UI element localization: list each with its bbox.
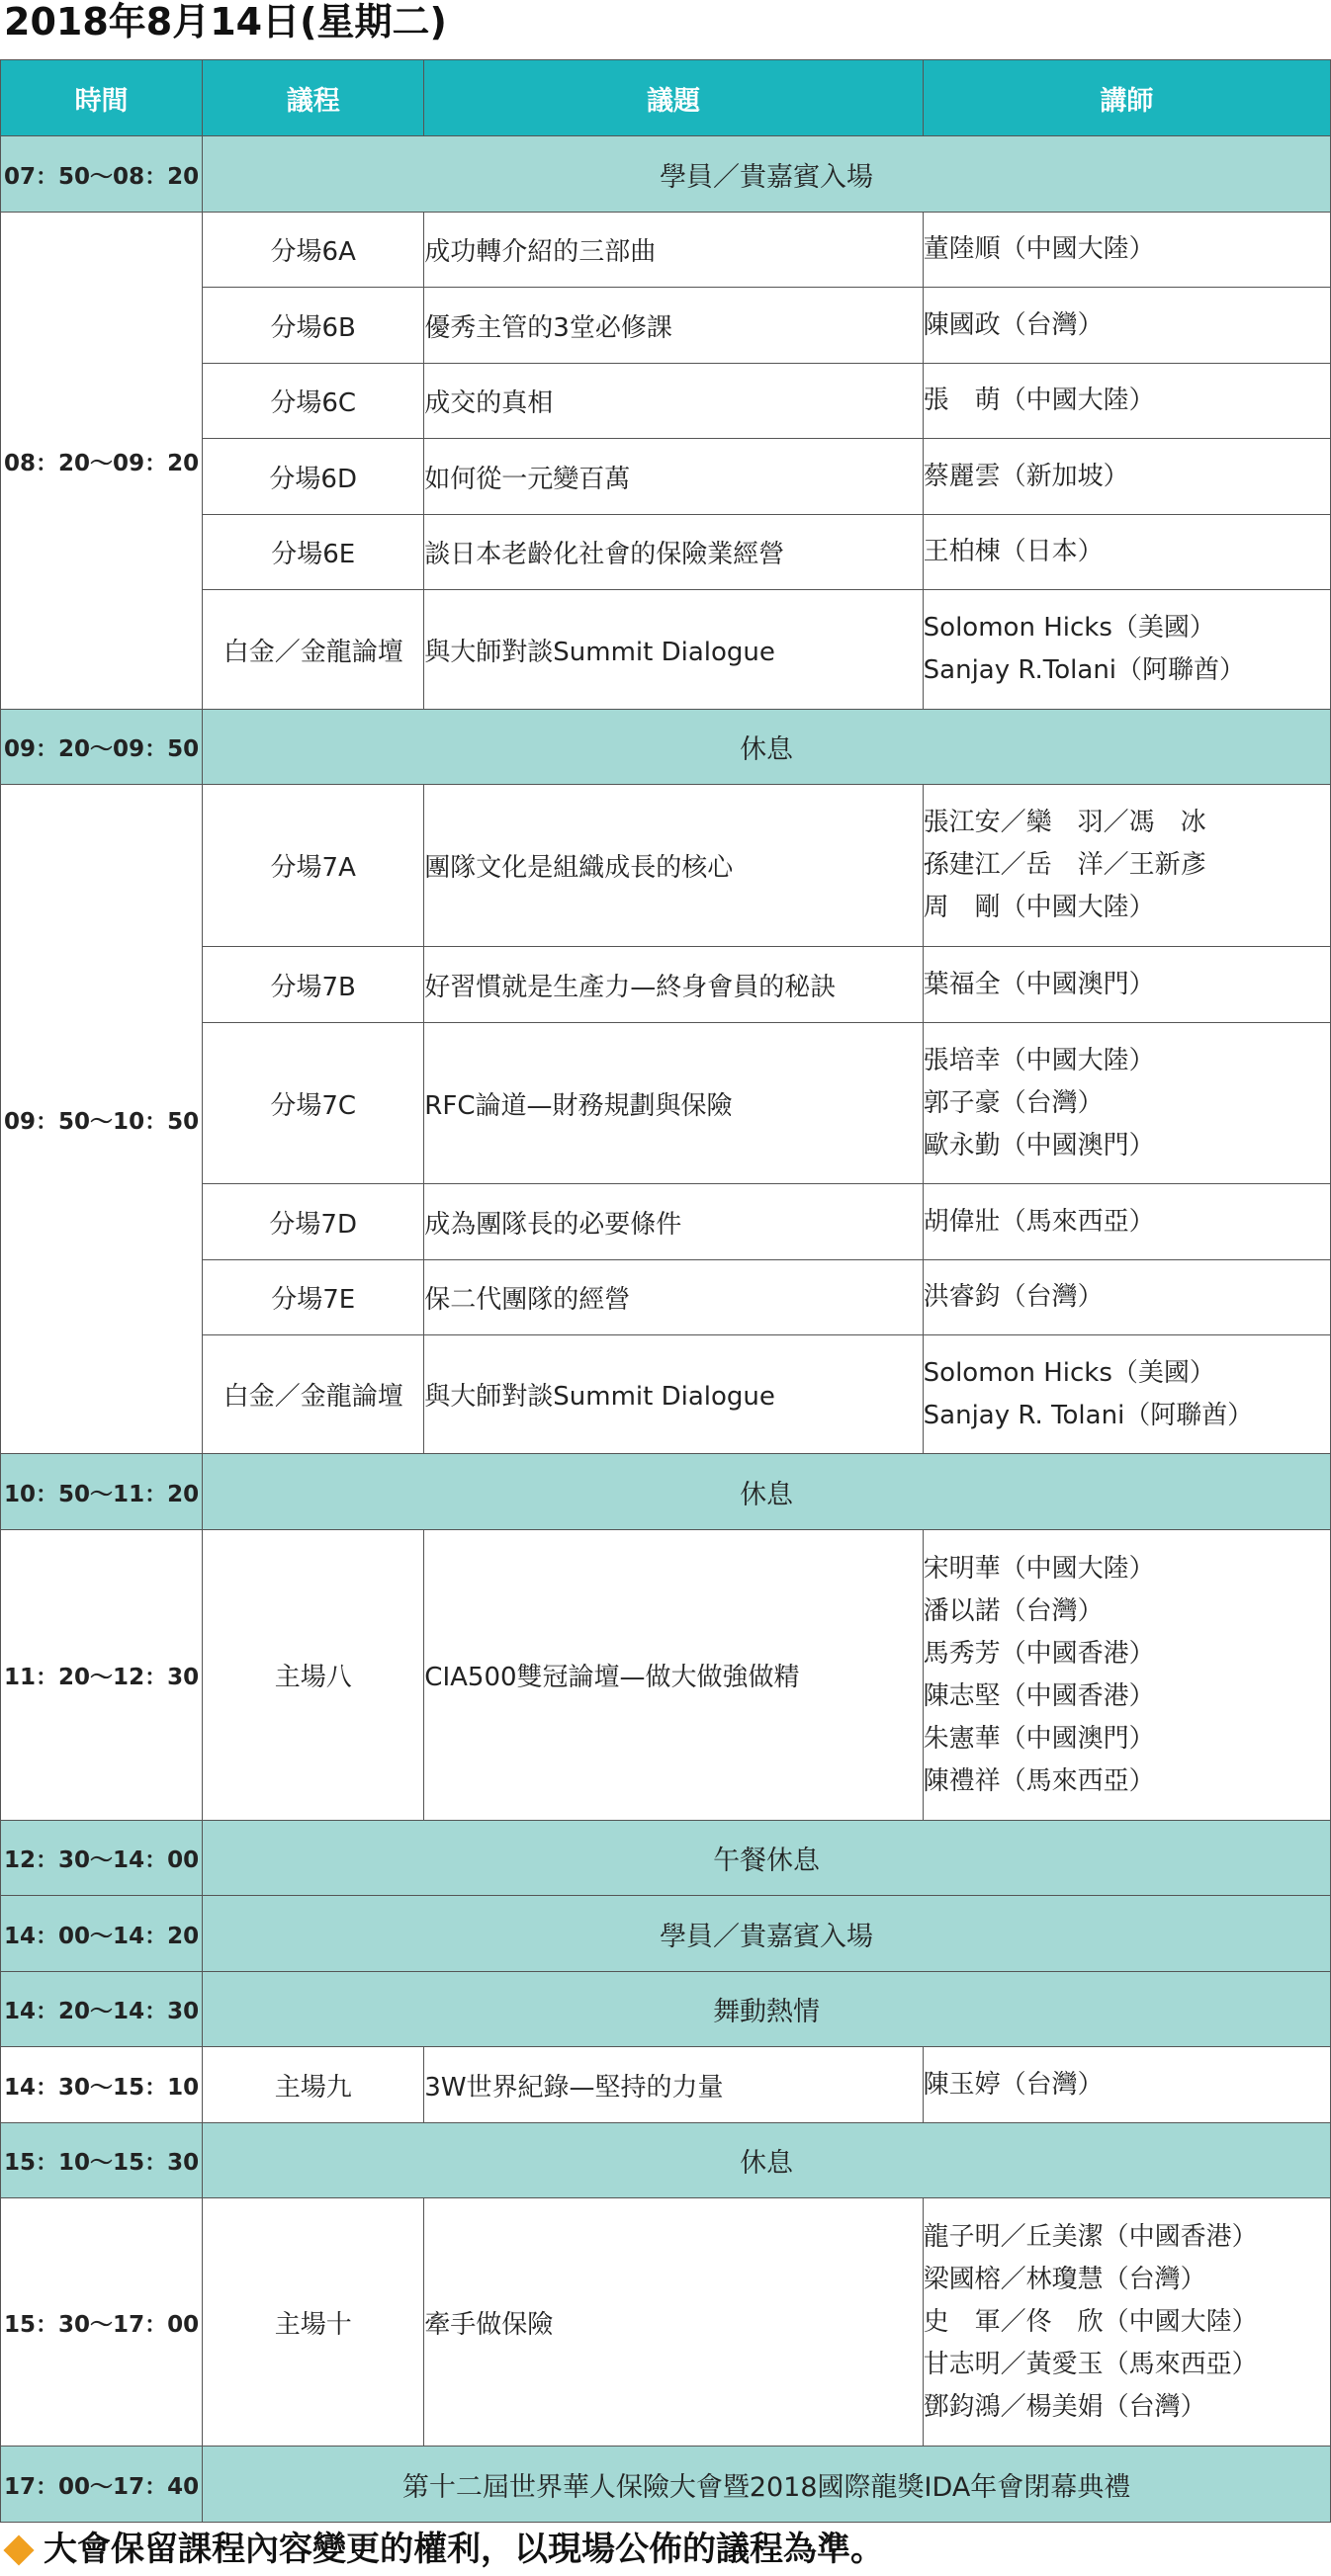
speaker-name: 馬秀芳（中國香港） [923,1638,1155,1669]
session-cell: 分場6E [203,515,424,590]
topic-cell: 保二代團隊的經營 [424,1260,923,1335]
speaker-name: 歐永勤（中國澳門） [923,1130,1155,1160]
time-cell: 14：20～14：30 [1,1972,203,2047]
speaker-name: 甘志明／黃愛玉（馬來西亞） [923,2349,1258,2379]
event-cell: 午餐休息 [203,1821,1331,1896]
speaker-cell [923,1260,1330,1335]
speaker-name: 周 剛（中國大陸） [923,893,1155,922]
event-cell: 休息 [203,2123,1331,2198]
event-cell: 學員／貴嘉賓入場 [203,1896,1331,1972]
agenda-table [0,59,1331,2523]
speaker-name: 陳志堅（中國香港） [923,1680,1155,1711]
speaker-cell [923,364,1330,439]
session-cell: 白金／金龍論壇 [203,590,424,710]
session-cell: 分場6D [203,439,424,515]
topic-cell: 與大師對談Summit Dialogue [424,1335,923,1454]
speaker-name: 孫建江／岳 洋／王新彥 [923,850,1206,880]
session-cell: 分場6C [203,364,424,439]
speaker-cell [923,590,1330,710]
time-cell: 09：50～10：50 [1,785,203,1454]
event-cell: 學員／貴嘉賓入場 [203,136,1331,213]
session-cell: 主場九 [203,2047,424,2123]
header-speaker: 講師 [923,60,1330,136]
speaker-name: 張培幸（中國大陸） [923,1045,1155,1075]
time-cell: 12：30～14：00 [1,1821,203,1896]
speaker-name: 潘以諾（台灣） [923,1595,1104,1626]
speaker-name: 宋明華（中國大陸） [923,1553,1155,1584]
diamond-bullet-icon [3,2534,34,2565]
header-time: 時間 [1,60,203,136]
session-cell: 分場7D [203,1184,424,1260]
topic-cell: 3W世界紀錄—堅持的力量 [424,2047,923,2123]
topic-cell: 如何從一元變百萬 [424,439,923,515]
table-row [1,1454,1331,1530]
page-title: 2018年8月14日(星期二) [4,0,447,43]
time-cell: 08：20～09：20 [1,213,203,710]
table-row [1,1821,1331,1896]
speaker-name: 蔡麗雲（新加坡） [923,461,1129,491]
speaker-cell [923,1184,1330,1260]
time-cell: 10：50～11：20 [1,1454,203,1530]
speaker-name: 史 軍／佟 欣（中國大陸） [923,2306,1258,2337]
speaker-name: 陳國政（台灣） [923,309,1104,340]
session-cell: 分場6B [203,288,424,364]
topic-cell: RFC論道—財務規劃與保險 [424,1023,923,1184]
topic-cell: 成交的真相 [424,364,923,439]
speaker-name: Sanjay R. Tolani（阿聯酋） [923,1400,1254,1430]
table-row [1,785,1331,947]
session-cell: 分場7B [203,947,424,1023]
time-cell: 09：20～09：50 [1,710,203,785]
session-cell: 主場八 [203,1530,424,1821]
speaker-cell [923,1023,1330,1184]
session-cell: 分場7C [203,1023,424,1184]
time-cell: 07：50～08：20 [1,136,203,213]
event-cell: 休息 [203,710,1331,785]
footer-note [0,2527,884,2572]
table-row [1,136,1331,213]
header-topic: 議題 [424,60,923,136]
speaker-name: 梁國榕／林瓊慧（台灣） [923,2264,1206,2294]
table-row [1,2123,1331,2198]
speaker-name: 張江安／欒 羽／馮 冰 [923,808,1206,837]
time-cell: 14：00～14：20 [1,1896,203,1972]
speaker-name: 陳禮祥（馬來西亞） [923,1765,1155,1796]
table-row [1,213,1331,288]
event-cell: 舞動熱情 [203,1972,1331,2047]
topic-cell: 優秀主管的3堂必修課 [424,288,923,364]
time-cell: 15：10～15：30 [1,2123,203,2198]
topic-cell: 談日本老齡化社會的保險業經營 [424,515,923,590]
speaker-name: Solomon Hicks（美國） [923,1357,1215,1388]
speaker-name: 郭子豪（台灣） [923,1087,1104,1118]
session-cell: 白金／金龍論壇 [203,1335,424,1454]
table-row [1,1896,1331,1972]
event-cell: 休息 [203,1454,1331,1530]
speaker-name: 洪睿鈞（台灣） [923,1282,1104,1312]
event-cell: 第十二屆世界華人保險大會暨2018國際龍獎IDA年會閉幕典禮 [203,2447,1331,2523]
speaker-name: 胡偉壯（馬來西亞） [923,1206,1155,1237]
session-cell: 分場7E [203,1260,424,1335]
speaker-cell [923,785,1330,947]
topic-cell: 牽手做保險 [424,2198,923,2447]
topic-cell: 團隊文化是組織成長的核心 [424,785,923,947]
topic-cell: 與大師對談Summit Dialogue [424,590,923,710]
speaker-cell [923,1530,1330,1821]
speaker-name: 葉福全（中國澳門） [923,969,1155,999]
speaker-cell [923,1335,1330,1454]
speaker-cell [923,2047,1330,2123]
speaker-name: Sanjay R.Tolani（阿聯酋） [923,655,1246,685]
footer-text: 大會保留課程內容變更的權利，以現場公佈的議程為準。 [44,2530,884,2569]
session-cell: 分場7A [203,785,424,947]
table-row [1,710,1331,785]
speaker-cell [923,213,1330,288]
session-cell: 主場十 [203,2198,424,2447]
table-row [1,1530,1331,1821]
speaker-name: 鄧鈞鴻／楊美娟（台灣） [923,2391,1206,2422]
speaker-cell [923,2198,1330,2447]
time-cell: 15：30～17：00 [1,2198,203,2447]
table-row [1,2447,1331,2523]
time-cell: 14：30～15：10 [1,2047,203,2123]
speaker-name: Solomon Hicks（美國） [923,613,1215,643]
time-cell: 11：20～12：30 [1,1530,203,1821]
speaker-cell [923,947,1330,1023]
speaker-name: 龍子明／丘美潔（中國香港） [923,2221,1258,2252]
header-session: 議程 [203,60,424,136]
speaker-name: 朱憲華（中國澳門） [923,1723,1155,1754]
speaker-cell [923,288,1330,364]
speaker-cell [923,515,1330,590]
time-cell: 17：00～17：40 [1,2447,203,2523]
speaker-name: 王柏棟（日本） [923,537,1104,566]
table-row [1,2198,1331,2447]
table-row [1,1972,1331,2047]
topic-cell: CIA500雙冠論壇—做大做強做精 [424,1530,923,1821]
speaker-name: 董陸順（中國大陸） [923,234,1155,264]
topic-cell: 成功轉介紹的三部曲 [424,213,923,288]
session-cell: 分場6A [203,213,424,288]
topic-cell: 成為團隊長的必要條件 [424,1184,923,1260]
table-header-row [1,60,1331,136]
topic-cell: 好習慣就是生產力—終身會員的秘訣 [424,947,923,1023]
speaker-name: 張 萌（中國大陸） [923,386,1155,415]
speaker-cell [923,439,1330,515]
speaker-name: 陳玉婷（台灣） [923,2069,1104,2100]
table-row [1,2047,1331,2123]
